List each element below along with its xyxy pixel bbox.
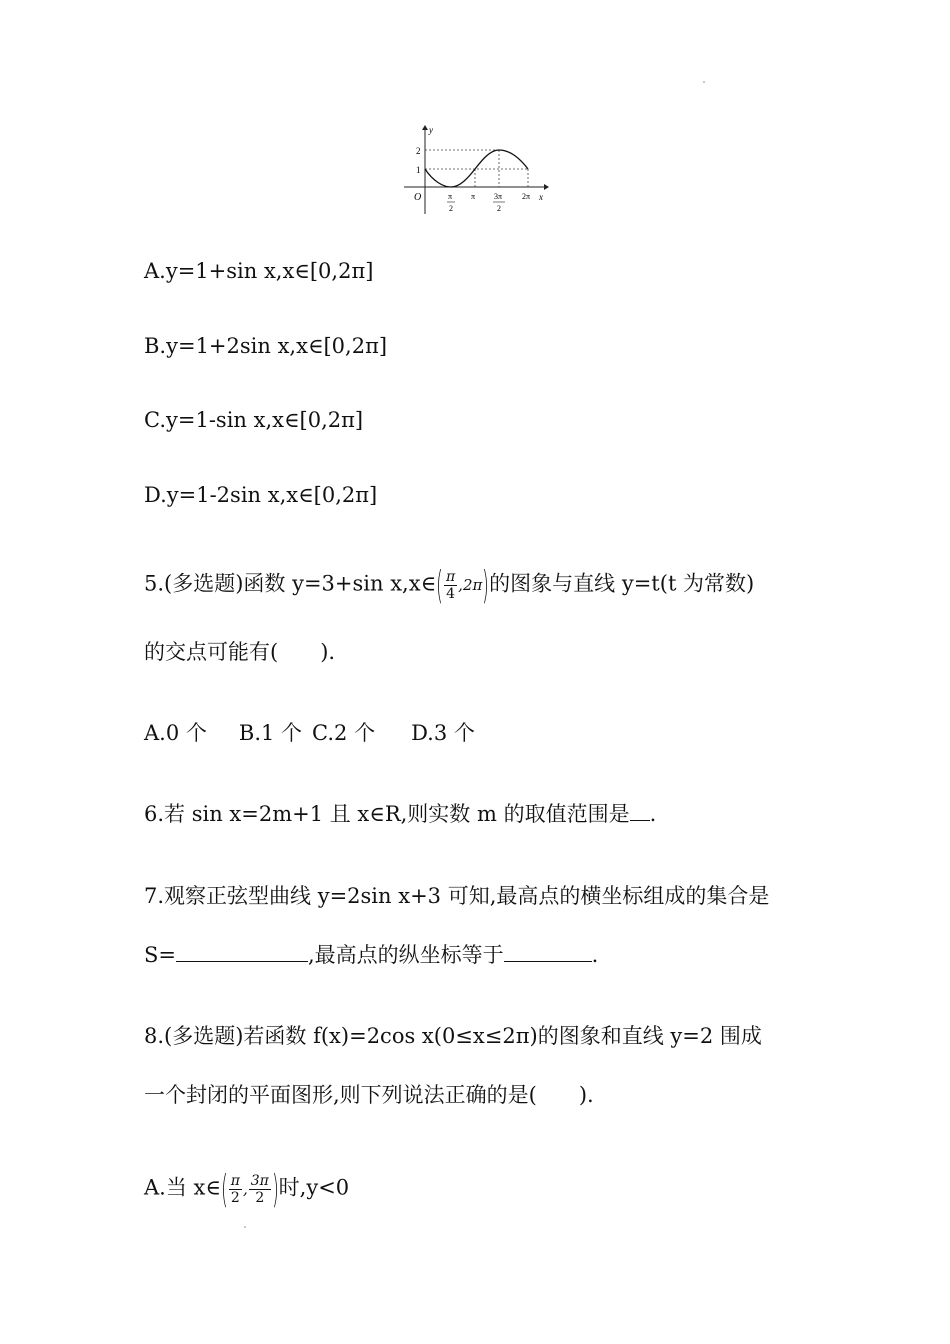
x-tick-pi2-den: 2 [449, 204, 453, 213]
q8-option-a: A.当 x∈( $\frac{\pi}{2}$ , $\frac{3\pi}{2}$ )时,y<0 [144, 1167, 350, 1211]
q6-line: 6.若 sin x=2m+1 且 x∈R,则实数 m 的取值范围是 . [144, 802, 657, 826]
q8-interval-end: $\frac{3\pi}{2}$ [250, 1172, 269, 1206]
q5-line1: 5.(多选题)函数 y=3+sin x,x∈( $\frac{\pi}{4}$ ,2π)的图象与直线 y=t(t 为常数) [144, 563, 755, 607]
q5-suffix: 的图象与直线 y=t(t 为常数) [489, 571, 755, 596]
y-tick-2: 2 [416, 146, 421, 156]
q4-option-c: C.y=1-sin x,x∈[0,2π] [144, 408, 364, 432]
q6-answer-blank[interactable] [630, 800, 650, 821]
q7-s-label: S= [144, 943, 176, 967]
q7-max-value-blank[interactable] [504, 941, 592, 962]
q4-option-a: A.y=1+sin x,x∈[0,2π] [144, 259, 374, 283]
scan-speck [703, 81, 705, 83]
origin-label: O [414, 192, 422, 203]
function-graph [398, 122, 550, 218]
q5-option-b: B.1 个 [238, 721, 303, 745]
q5-option-d: D.3 个 [411, 721, 475, 745]
x-tick-pi: π [471, 192, 476, 201]
q8-interval-start: $\frac{\pi}{2}$ [230, 1172, 240, 1206]
q5-prefix: 5.(多选题)函数 y=3+sin x,x∈ [144, 571, 437, 596]
q5-interval-end: 2π [462, 576, 483, 594]
q7-middle: ,最高点的纵坐标等于 [307, 943, 504, 967]
x-axis-label: x [539, 192, 543, 202]
x-axis-arrow [544, 184, 549, 190]
scan-speck [244, 1226, 246, 1228]
x-tick-3pi2-num: 3π [494, 192, 503, 201]
q7-line1: 7.观察正弦型曲线 y=2sin x+3 可知,最高点的横坐标组成的集合是 [144, 884, 770, 908]
q7-line2: S= ,最高点的纵坐标等于 . [144, 943, 599, 967]
q7-set-blank[interactable] [176, 941, 308, 962]
q8-line1: 8.(多选题)若函数 f(x)=2cos x(0≤x≤2π)的图象和直线 y=2 围成 [144, 1024, 762, 1048]
q4-option-d: D.y=1-2sin x,x∈[0,2π] [144, 483, 378, 507]
q8-line2: 一个封闭的平面图形,则下列说法正确的是( ). [144, 1083, 594, 1107]
q4-option-b: B.y=1+2sin x,x∈[0,2π] [144, 334, 388, 358]
y-tick-1: 1 [416, 165, 421, 175]
sine-curve [425, 150, 528, 187]
q5-option-c: C.2 个 [312, 721, 376, 745]
q5-interval-start: $\frac{\pi}{4}$ [445, 568, 456, 602]
x-tick-2pi: 2π [522, 192, 531, 201]
y-axis-label: y [429, 125, 433, 135]
q6-prefix: 6.若 sin x=2m+1 且 x∈R,则实数 m 的取值范围是 [144, 802, 630, 826]
y-axis-arrow [422, 125, 428, 130]
x-tick-pi2-num: π [448, 192, 453, 201]
x-tick-3pi2-den: 2 [497, 204, 501, 213]
q5-option-a: A.0 个 [144, 721, 207, 745]
q5-options [144, 718, 475, 748]
q5-line2: 的交点可能有( ). [144, 640, 336, 664]
